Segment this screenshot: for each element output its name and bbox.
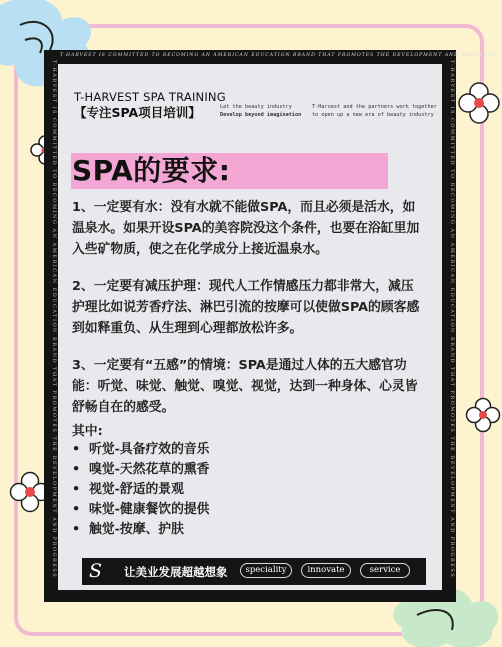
tagline-1 — [220, 103, 301, 119]
flower-icon — [466, 398, 500, 432]
brand-title: T-HARVEST SPA TRAINING — [74, 90, 226, 104]
list-item — [72, 440, 209, 460]
paragraph-water — [72, 197, 432, 260]
tagline-2 — [312, 103, 437, 119]
list-item-text: 视觉-舒适的景观 — [89, 482, 184, 497]
paragraph-five-senses — [72, 355, 432, 418]
list-item-text: 嗅觉-天然花草的熏香 — [89, 462, 210, 477]
brand-subtitle: 【专注SPA项目培训】 — [74, 105, 201, 120]
paragraph-line: 能：听觉、味觉、触觉、嗅觉、视觉，达到一种身体、心灵皆 — [72, 379, 418, 394]
paragraph-line: 护理比如说芳香疗法、淋巴引流的按摩可以使做SPA的顾客感 — [72, 300, 420, 315]
list-item-text: 触觉-按摩、护肤 — [89, 522, 184, 537]
page-title: SPA的要求: — [72, 154, 231, 187]
side-strip-text-left: T-HARVEST IS COMMITTED TO BECOMING AN AMERICAN EDUCATION BRAND THAT PROMOTES THE DEVELOPMENT AND PROGRESS — [51, 60, 57, 579]
paragraph-line: 入些矿物质，使之在化学成分上接近温泉水。 — [72, 242, 328, 257]
list-item — [72, 460, 209, 480]
footer-slogan: 让美业发展超越想象 — [124, 565, 228, 579]
list-item — [72, 480, 209, 500]
list-label: 其中: — [72, 424, 103, 439]
tagline-2b: to open up a new era of beauty industry — [312, 112, 434, 118]
bullet: • — [72, 522, 81, 537]
pill-innovate: innovate — [301, 563, 351, 578]
tagline-1a: Let the beauty industry — [220, 104, 292, 110]
footer-bar — [82, 558, 426, 585]
list-item-text: 味觉-健康餐饮的提供 — [89, 502, 210, 517]
side-strip-text-right: T-HARVEST IS COMMITTED TO BECOMING AN AMERICAN EDUCATION BRAND THAT PROMOTES THE DEVELOPMENT AND PROGRESS — [449, 60, 455, 579]
pill-service: service — [360, 563, 410, 578]
paragraph-line: 3、一定要有“五感”的情境：SPA是通过人体的五大感官功 — [72, 358, 407, 373]
paragraph-line: 到如释重负、从生理到心理都放松许多。 — [72, 321, 303, 336]
top-strip-text: T-HARVEST IS COMMITTED TO BECOMING AN AMERICAN EDUCATION BRAND THAT PROMOTES THE DEVELOPMENT AND PROGRESS — [60, 53, 497, 58]
senses-list — [72, 440, 209, 540]
bullet: • — [72, 502, 81, 517]
paragraph-stress-relief — [72, 276, 432, 339]
list-item-text: 听觉-具备疗效的音乐 — [89, 442, 210, 457]
tagline-2a: T-Harvest and the partners work together — [312, 104, 437, 110]
list-item — [72, 520, 209, 540]
bullet: • — [72, 442, 81, 457]
paragraph-line: 温泉水。如果开设SPA的美容院没这个条件，也要在浴缸里加 — [72, 221, 420, 236]
paragraph-line: 2、一定要有减压护理：现代人工作情感压力都非常大，减压 — [72, 279, 414, 294]
paragraph-line: 舒畅自在的感受。 — [72, 400, 175, 415]
bullet: • — [72, 482, 81, 497]
flower-icon — [458, 82, 500, 124]
paragraph-line: 1、一定要有水：没有水就不能做SPA，而且必须是活水，如 — [72, 200, 416, 215]
pill-speciality: speciality — [240, 563, 292, 578]
brand-logo: S — [89, 560, 103, 582]
tagline-1b: Develop beyond imagination — [220, 112, 302, 118]
list-item — [72, 500, 209, 520]
bullet: • — [72, 462, 81, 477]
